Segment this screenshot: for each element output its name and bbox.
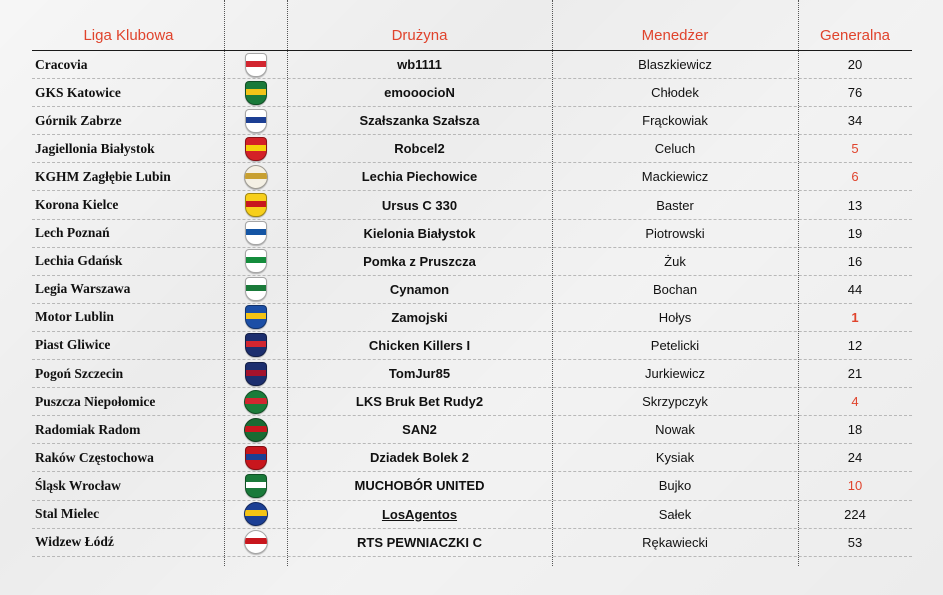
manager-name: Mackiewicz — [641, 169, 709, 185]
manager-name: Celuch — [654, 141, 696, 157]
club-name: Korona Kielce — [35, 197, 119, 213]
team-name: LKS Bruk Bet Rudy2 — [355, 394, 484, 410]
rakow-crest-icon — [245, 446, 267, 470]
manager-name: Bochan — [652, 281, 698, 297]
club-logo-cell — [225, 472, 287, 499]
team-name: Chicken Killers I — [368, 337, 471, 353]
team-name[interactable]: LosAgentos — [381, 506, 458, 522]
club-logo-cell — [225, 444, 287, 471]
team-name: Dziadek Bolek 2 — [370, 450, 469, 466]
team-name: Lechia Piechowice — [361, 169, 478, 185]
table-body — [32, 51, 912, 557]
manager-name: Sałek — [658, 506, 692, 522]
team-name: SAN2 — [402, 422, 437, 438]
club-logo-cell — [225, 416, 287, 443]
club-name: KGHM Zagłębie Lubin — [35, 168, 171, 184]
table-row — [32, 501, 912, 529]
table-row — [32, 529, 912, 557]
piast-gliwice-crest-icon — [245, 333, 267, 357]
column-divider — [224, 0, 225, 566]
manager-name: Blaszkiewicz — [638, 57, 712, 73]
club-name: Piast Gliwice — [35, 337, 111, 353]
overall-rank: 19 — [847, 225, 863, 241]
club-logo-cell — [225, 304, 287, 331]
team-name: Zamojski — [391, 309, 448, 325]
slask-wroclaw-crest-icon — [245, 474, 267, 498]
club-name: Śląsk Wrocław — [35, 477, 121, 493]
table-row — [32, 248, 912, 276]
club-name: Motor Lublin — [35, 309, 114, 325]
club-name: Legia Warszawa — [35, 281, 131, 297]
overall-rank: 21 — [847, 366, 863, 382]
lechia-gdansk-crest-icon — [245, 249, 267, 273]
pogon-szczecin-crest-icon — [245, 362, 267, 386]
manager-name: Rękawiecki — [642, 534, 708, 550]
table-row — [32, 191, 912, 219]
table-row — [32, 220, 912, 248]
club-logo-cell — [225, 529, 287, 556]
overall-rank: 34 — [847, 113, 863, 129]
lech-poznan-crest-icon — [245, 221, 267, 245]
manager-name: Piotrowski — [645, 225, 705, 241]
club-logo-cell — [225, 79, 287, 106]
team-name: emooocioN — [384, 85, 455, 101]
overall-rank: 12 — [847, 337, 863, 353]
header-logo — [225, 20, 287, 50]
table-row — [32, 276, 912, 304]
overall-rank: 20 — [847, 57, 863, 73]
table-row — [32, 416, 912, 444]
manager-name: Frąckowiak — [642, 113, 708, 129]
overall-rank: 224 — [844, 506, 866, 522]
club-name: GKS Katowice — [35, 84, 121, 100]
table-row — [32, 360, 912, 388]
team-name: Pomka z Pruszcza — [363, 253, 476, 269]
manager-name: Jurkiewicz — [645, 366, 705, 382]
club-name: Pogoń Szczecin — [35, 365, 124, 381]
header-league: Liga Klubowa — [83, 26, 174, 44]
column-divider — [552, 0, 553, 566]
column-divider — [798, 0, 799, 566]
overall-rank: 18 — [847, 422, 863, 438]
club-logo-cell — [225, 135, 287, 162]
overall-rank: 44 — [847, 281, 863, 297]
gks-katowice-crest-icon — [245, 81, 267, 105]
overall-rank: 24 — [847, 450, 863, 466]
radomiak-crest-icon — [244, 418, 268, 442]
club-logo-cell — [225, 107, 287, 134]
club-name: Radomiak Radom — [35, 421, 141, 437]
club-name: Cracovia — [35, 56, 88, 72]
manager-name: Bujko — [658, 478, 692, 494]
overall-rank: 6 — [851, 169, 859, 185]
club-logo-cell — [225, 191, 287, 218]
table-row — [32, 163, 912, 191]
club-name: Widzew Łódź — [35, 534, 114, 550]
manager-name: Skrzypczyk — [642, 394, 708, 410]
club-logo-cell — [225, 163, 287, 190]
team-name: Cynamon — [389, 281, 450, 297]
table-row — [32, 107, 912, 135]
motor-lublin-crest-icon — [245, 305, 267, 329]
club-logo-cell — [225, 276, 287, 303]
club-name: Raków Częstochowa — [35, 449, 154, 465]
cracovia-crest-icon — [245, 53, 267, 77]
club-logo-cell — [225, 388, 287, 415]
table-row — [32, 79, 912, 107]
table-row — [32, 388, 912, 416]
overall-rank: 53 — [847, 534, 863, 550]
column-divider — [287, 0, 288, 566]
manager-name: Hołys — [658, 309, 692, 325]
overall-rank: 16 — [847, 253, 863, 269]
table-row — [32, 304, 912, 332]
team-name: MUCHOBÓR UNITED — [354, 478, 485, 494]
manager-name: Żuk — [664, 253, 686, 269]
table-row — [32, 472, 912, 500]
team-name: wb1111 — [397, 57, 442, 73]
club-name: Lechia Gdańsk — [35, 253, 123, 269]
header-overall: Generalna — [819, 26, 891, 44]
overall-rank: 10 — [847, 478, 863, 494]
team-name: Robcel2 — [394, 141, 445, 157]
widzew-lodz-crest-icon — [244, 530, 268, 554]
table-row — [32, 135, 912, 163]
club-name: Górnik Zabrze — [35, 112, 122, 128]
table-row — [32, 51, 912, 79]
club-logo-cell — [225, 501, 287, 528]
manager-name: Petelicki — [650, 337, 700, 353]
header-team: Drużyna — [391, 26, 448, 44]
korona-kielce-crest-icon — [245, 193, 267, 217]
zaglebie-lubin-crest-icon — [244, 165, 268, 189]
club-logo-cell — [225, 220, 287, 247]
table-row — [32, 332, 912, 360]
team-name: Ursus C 330 — [381, 197, 458, 213]
overall-rank: 76 — [847, 85, 863, 101]
manager-name: Chłodek — [651, 85, 699, 101]
club-name: Jagiellonia Białystok — [35, 140, 155, 156]
header-manager: Menedżer — [641, 26, 709, 44]
jagiellonia-crest-icon — [245, 137, 267, 161]
table-header — [32, 20, 912, 51]
club-logo-cell — [225, 332, 287, 359]
overall-rank: 5 — [851, 141, 859, 157]
team-name: RTS PEWNIACZKI C — [357, 534, 482, 550]
club-logo-cell — [225, 248, 287, 275]
overall-rank: 13 — [847, 197, 863, 213]
team-name: TomJur85 — [388, 366, 451, 382]
manager-name: Nowak — [655, 422, 695, 438]
club-name: Puszcza Niepołomice — [35, 393, 156, 409]
overall-rank: 4 — [851, 394, 859, 410]
gornik-zabrze-crest-icon — [245, 109, 267, 133]
manager-name: Baster — [656, 197, 694, 213]
team-name: Kielonia Białystok — [363, 225, 476, 241]
stal-mielec-crest-icon — [244, 502, 268, 526]
league-table — [32, 20, 912, 557]
overall-rank: 1 — [851, 309, 859, 325]
puszcza-crest-icon — [244, 390, 268, 414]
club-logo-cell — [225, 360, 287, 387]
table-row — [32, 444, 912, 472]
manager-name: Kysiak — [655, 450, 695, 466]
club-logo-cell — [225, 51, 287, 78]
team-name: Szałszanka Szałsza — [359, 113, 480, 129]
club-name: Stal Mielec — [35, 506, 100, 522]
club-name: Lech Poznań — [35, 225, 110, 241]
legia-warszawa-crest-icon — [245, 277, 267, 301]
